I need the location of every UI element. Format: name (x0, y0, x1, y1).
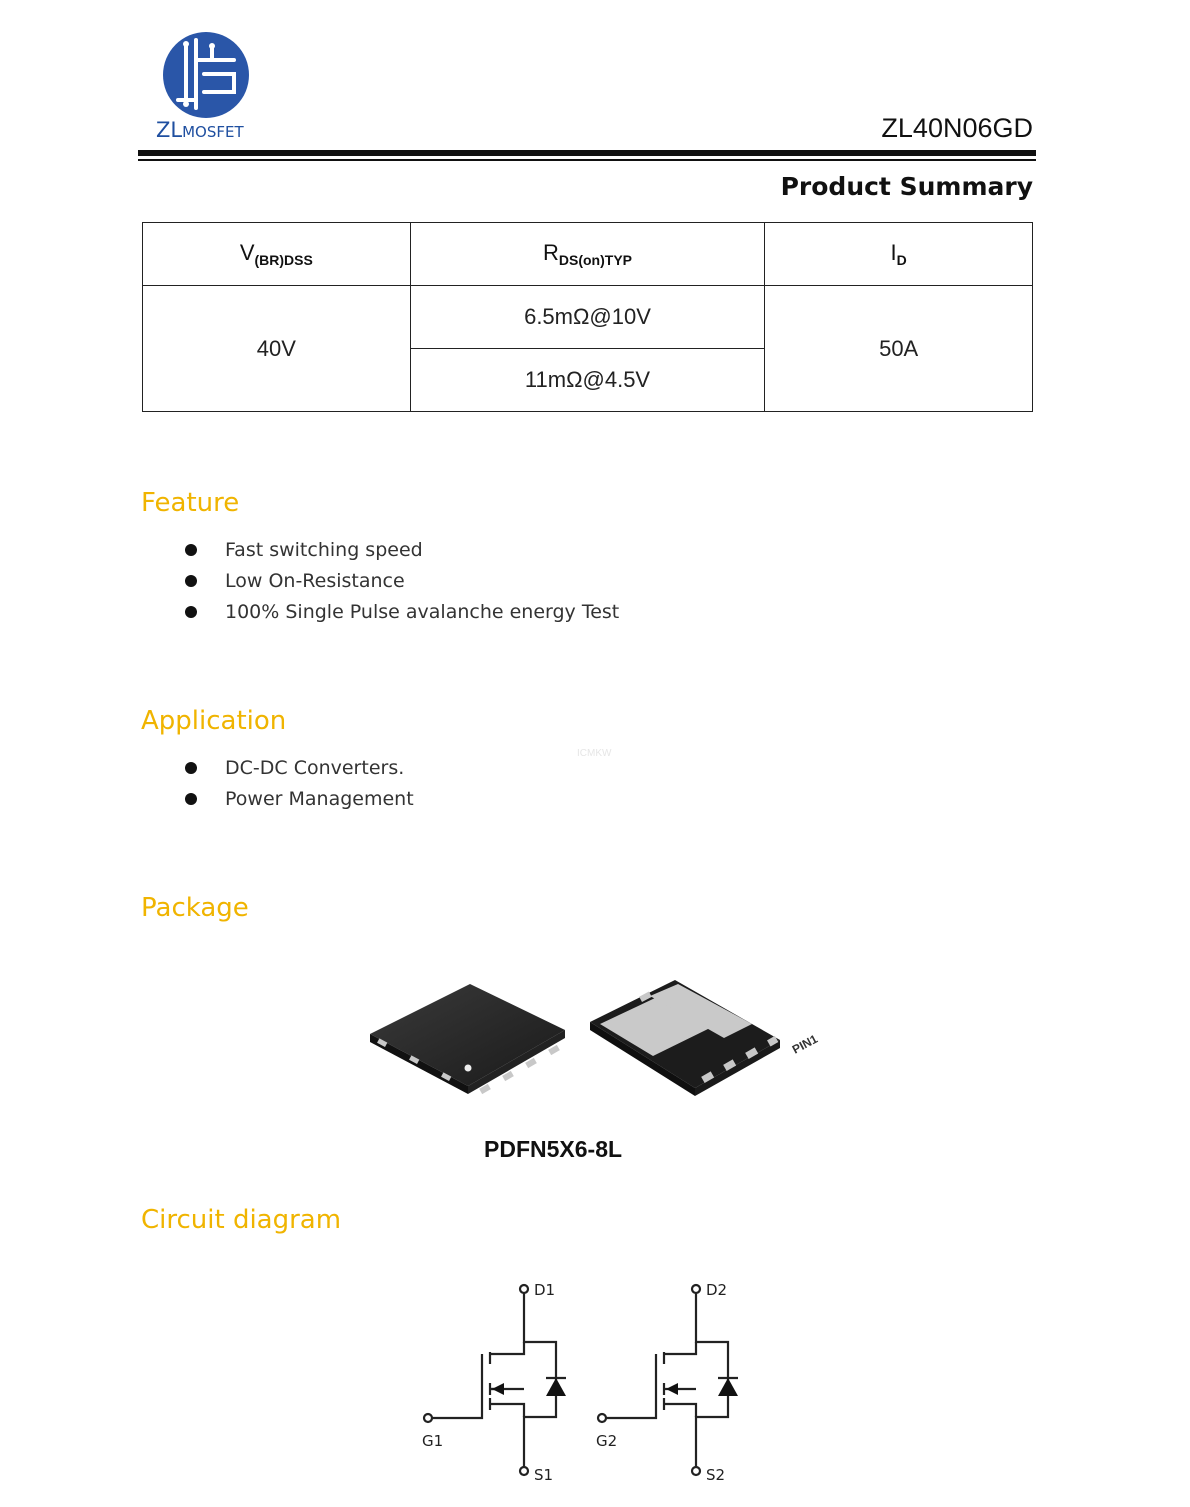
product-summary-table (142, 222, 1033, 412)
voltage-cell: 40V (143, 286, 411, 412)
label-s2: S2 (706, 1466, 726, 1484)
bullet-icon (185, 762, 197, 774)
list-item: Low On-Resistance (183, 566, 619, 597)
label-d1: D1 (534, 1281, 556, 1299)
header-divider-thick (138, 150, 1036, 156)
package-image (360, 962, 830, 1110)
pin1-label: PIN1 (789, 1031, 820, 1057)
package-drawing (360, 962, 830, 1110)
package-name: PDFN5X6-8L (484, 1136, 623, 1162)
table-row (143, 286, 1033, 349)
header-divider-thin (138, 159, 1036, 161)
bullet-icon (185, 544, 197, 556)
header-vbrdss: $V_{(BR)DSS}$ (143, 223, 411, 286)
watermark: ICMKW (577, 748, 612, 759)
feature-list (183, 535, 619, 628)
list-item: DC-DC Converters. (183, 753, 414, 784)
mosfet-1-symbol (424, 1285, 566, 1475)
dual-mosfet-schematic (418, 1272, 748, 1492)
rds-cell-4v5: 11mΩ@4.5V (410, 349, 765, 412)
part-number: ZL40N06GD (881, 113, 1033, 143)
application-list (183, 753, 414, 815)
product-summary-title: Product Summary (780, 172, 1033, 201)
bullet-icon (185, 575, 197, 587)
bullet-icon (185, 793, 197, 805)
application-heading: Application (141, 706, 287, 736)
mosfet-2-symbol (598, 1285, 738, 1475)
feature-heading: Feature (141, 488, 240, 518)
circuit-diagram (418, 1272, 748, 1492)
list-item: Power Management (183, 784, 414, 815)
label-s1: S1 (534, 1466, 554, 1484)
header-rdson: $R_{DS(on)TYP}$ (410, 223, 765, 286)
list-item: Fast switching speed (183, 535, 619, 566)
logo-emblem-icon (156, 30, 260, 120)
table-header-row (143, 223, 1033, 286)
package-bottom-view (590, 980, 820, 1096)
label-d2: D2 (706, 1281, 728, 1299)
package-top-view (370, 984, 565, 1094)
label-g2: G2 (596, 1432, 618, 1450)
current-cell: 50A (765, 286, 1033, 412)
package-heading: Package (141, 893, 249, 923)
label-g1: G1 (422, 1432, 444, 1450)
rds-cell-10v: 6.5mΩ@10V (410, 286, 765, 349)
company-logo (156, 30, 260, 145)
header-id: $I_D$ (765, 223, 1033, 286)
circuit-heading: Circuit diagram (141, 1205, 342, 1235)
logo-wordmark: ZLMOSFET (156, 118, 244, 142)
bullet-icon (185, 606, 197, 618)
list-item: 100% Single Pulse avalanche energy Test (183, 597, 619, 628)
